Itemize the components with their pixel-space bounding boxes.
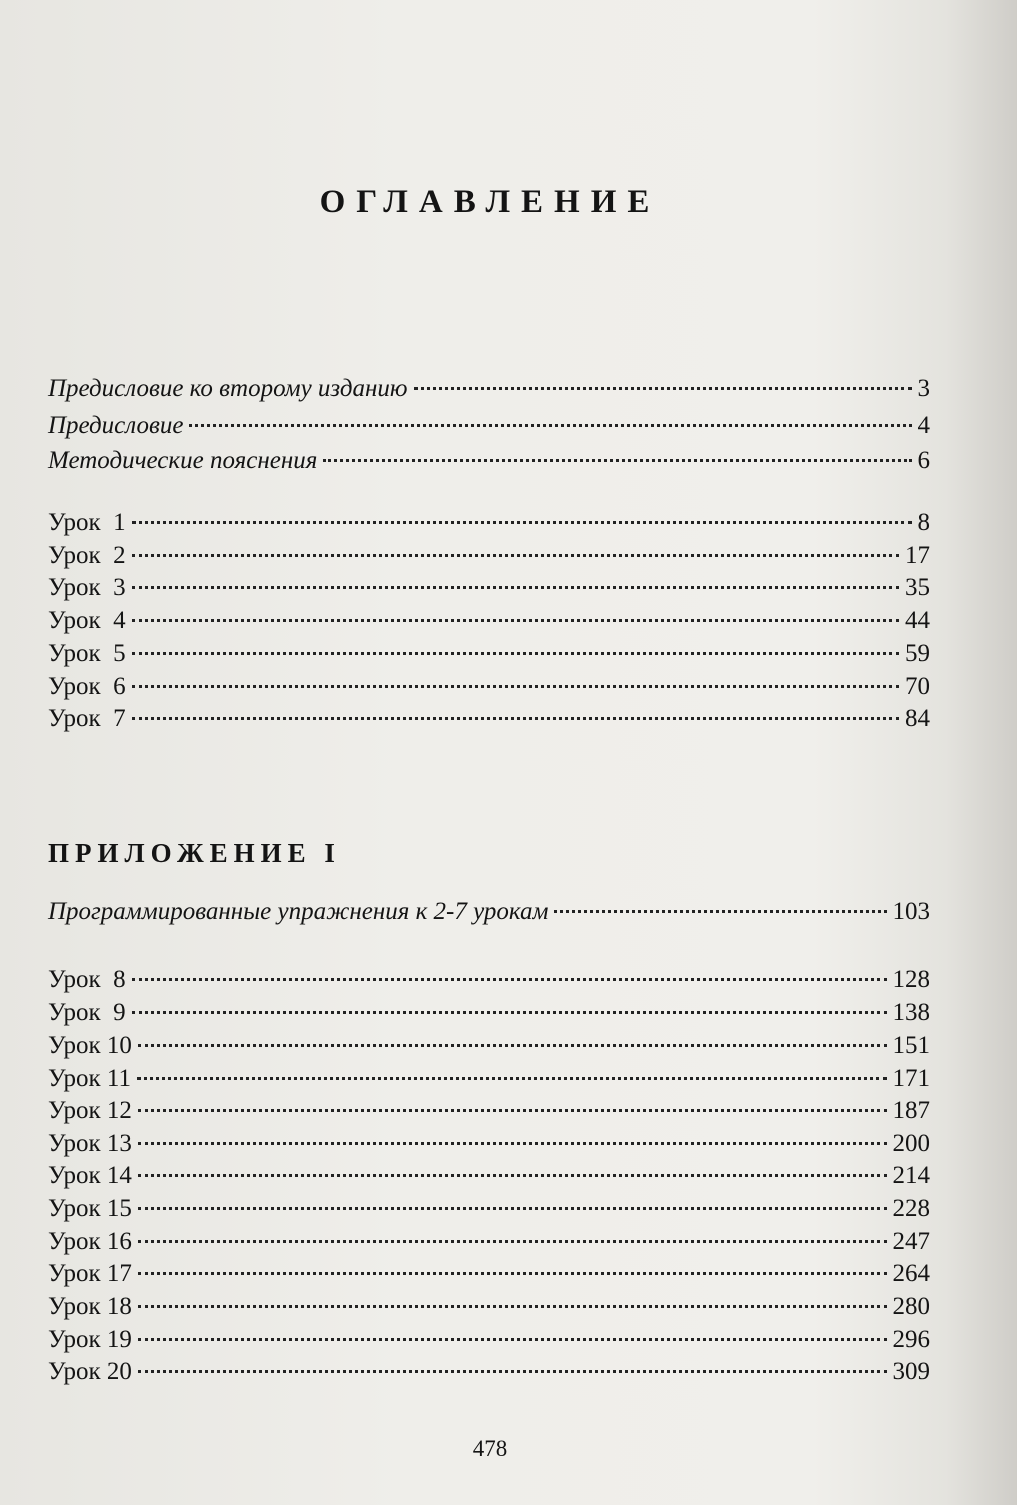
toc-entry[interactable] <box>48 1095 930 1127</box>
toc-entry-page: 228 <box>892 1195 930 1222</box>
toc-entry-label: Урок 20 <box>48 1358 132 1385</box>
toc-entry-page: 138 <box>892 999 930 1026</box>
leader-dots <box>138 1338 887 1341</box>
toc-entry[interactable] <box>48 638 930 670</box>
toc-entry[interactable] <box>48 703 930 735</box>
toc-entry-page: 17 <box>905 542 930 569</box>
toc-entry[interactable] <box>48 1063 930 1095</box>
leader-dots <box>132 652 899 655</box>
toc-entry-page: 280 <box>892 1293 930 1320</box>
toc-entry-label: Урок 11 <box>48 1065 131 1092</box>
leader-dots <box>132 521 912 524</box>
toc-entry-label: Урок 7 <box>48 705 126 732</box>
leader-dots <box>554 910 886 913</box>
page-number: 478 <box>472 1436 508 1461</box>
toc-entry[interactable] <box>48 671 930 703</box>
toc-entry-page: 84 <box>905 705 930 732</box>
toc-entry-page: 8 <box>917 509 930 536</box>
toc-entry-label: Урок 5 <box>48 640 126 667</box>
toc-entry-label: Урок 18 <box>48 1293 132 1320</box>
toc-entry[interactable] <box>48 373 930 405</box>
toc-entry-page: 3 <box>917 375 930 402</box>
toc-entry-label: Урок 8 <box>48 966 126 993</box>
toc-entry-label: Урок 2 <box>48 542 126 569</box>
toc-entry-label: Предисловие ко второму изданию <box>48 375 408 402</box>
toc-entry-label: Программированные упражнения к 2-7 урокам <box>48 898 549 925</box>
toc-entry-page: 264 <box>892 1260 930 1287</box>
toc-entry-page: 6 <box>917 447 930 474</box>
toc-entry-label: Урок 19 <box>48 1326 132 1353</box>
toc-entry-page: 151 <box>892 1032 930 1059</box>
leader-dots <box>132 1011 887 1014</box>
toc-entry[interactable] <box>48 1193 930 1225</box>
toc-entry-page: 44 <box>905 607 930 634</box>
toc-entry[interactable] <box>48 1128 930 1160</box>
toc-entry[interactable] <box>48 1226 930 1258</box>
toc-entry[interactable] <box>48 410 930 442</box>
leader-dots <box>138 1044 887 1047</box>
toc-entry[interactable] <box>48 1291 930 1323</box>
toc-entry-page: 70 <box>905 673 930 700</box>
toc-entry-label: Урок 17 <box>48 1260 132 1287</box>
toc-entry[interactable] <box>48 605 930 637</box>
toc-entry-page: 296 <box>892 1326 930 1353</box>
leader-dots <box>138 1207 887 1210</box>
toc-entry-label: Урок 10 <box>48 1032 132 1059</box>
toc-entry[interactable] <box>48 1160 930 1192</box>
leader-dots <box>323 459 911 462</box>
toc-entry-page: 171 <box>892 1065 930 1092</box>
toc-entry-page: 103 <box>892 898 930 925</box>
toc-entry-page: 187 <box>892 1097 930 1124</box>
leader-dots <box>138 1109 887 1112</box>
toc-entry-label: Урок 4 <box>48 607 126 634</box>
toc-entry-page: 200 <box>892 1130 930 1157</box>
toc-entry-label: Урок 15 <box>48 1195 132 1222</box>
toc-entry-page: 128 <box>892 966 930 993</box>
toc-entry[interactable] <box>48 1030 930 1062</box>
toc-entry-page: 35 <box>905 574 930 601</box>
toc-entry-label: Урок 13 <box>48 1130 132 1157</box>
toc-entry-label: Урок 9 <box>48 999 126 1026</box>
leader-dots <box>132 685 899 688</box>
leader-dots <box>414 387 912 390</box>
leader-dots <box>138 1305 887 1308</box>
toc-entry-label: Предисловие <box>48 412 184 439</box>
toc-entry-label: Урок 1 <box>48 509 126 536</box>
toc-entry-label: Урок 14 <box>48 1162 132 1189</box>
toc-entry[interactable] <box>48 1324 930 1356</box>
toc-entry[interactable] <box>48 1356 930 1388</box>
toc-entry-page: 214 <box>892 1162 930 1189</box>
leader-dots <box>132 554 899 557</box>
leader-dots <box>132 586 899 589</box>
leader-dots <box>132 717 899 720</box>
toc-entry-page: 4 <box>917 412 930 439</box>
leader-dots <box>137 1077 887 1080</box>
leader-dots <box>132 619 899 622</box>
appendix-heading: ПРИЛОЖЕНИЕ I <box>48 838 341 868</box>
leader-dots <box>138 1240 887 1243</box>
toc-entry-label: Урок 16 <box>48 1228 132 1255</box>
toc-entry-label: Урок 6 <box>48 673 126 700</box>
leader-dots <box>138 1142 887 1145</box>
toc-entry[interactable] <box>48 572 930 604</box>
toc-entry[interactable] <box>48 1258 930 1290</box>
toc-entry-label: Методические пояснения <box>48 447 318 474</box>
toc-entry[interactable] <box>48 540 930 572</box>
toc-entry-page: 309 <box>892 1358 930 1385</box>
toc-entry-page: 247 <box>892 1228 930 1255</box>
leader-dots <box>138 1370 887 1373</box>
leader-dots <box>189 424 911 427</box>
leader-dots <box>132 978 887 981</box>
toc-entry-label: Урок 12 <box>48 1097 132 1124</box>
toc-entry[interactable] <box>48 896 930 928</box>
toc-entry[interactable] <box>48 997 930 1029</box>
toc-entry-label: Урок 3 <box>48 574 126 601</box>
toc-entry[interactable] <box>48 507 930 539</box>
leader-dots <box>138 1174 887 1177</box>
leader-dots <box>138 1272 887 1275</box>
toc-entry[interactable] <box>48 964 930 996</box>
toc-title: ОГЛАВЛЕНИЕ <box>319 184 661 220</box>
toc-entry-page: 59 <box>905 640 930 667</box>
toc-entry[interactable] <box>48 445 930 477</box>
